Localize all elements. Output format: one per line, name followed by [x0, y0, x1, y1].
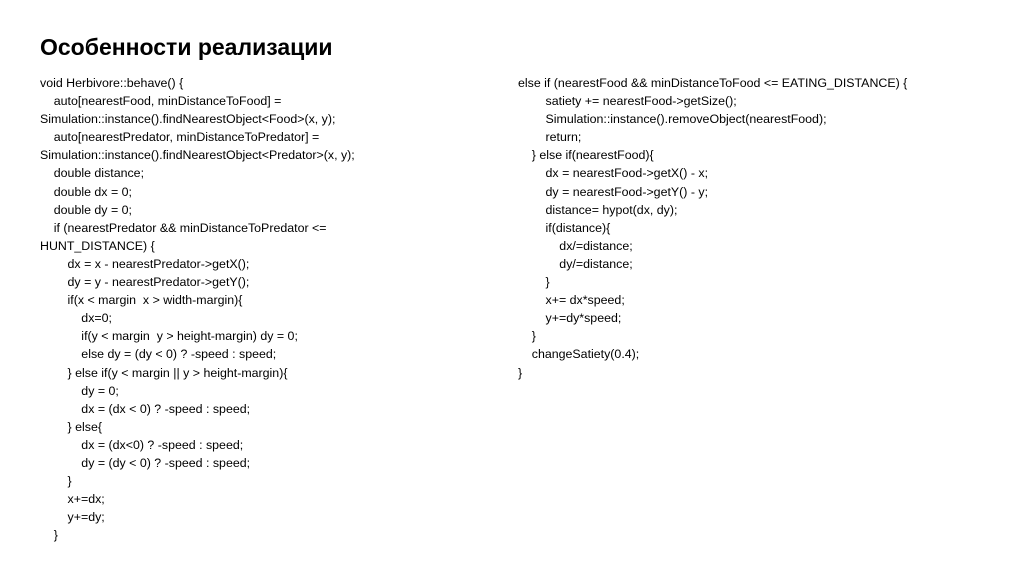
code-line: HUNT_DISTANCE) { — [40, 238, 155, 253]
code-line: dy = 0; — [40, 383, 119, 398]
code-line: } else{ — [40, 419, 102, 434]
code-line: double dx = 0; — [40, 184, 132, 199]
code-line: dx = nearestFood->getX() - x; — [518, 166, 709, 181]
code-line: auto[nearestFood, minDistanceToFood] = — [40, 94, 282, 109]
code-line: dx = x - nearestPredator->getX(); — [40, 256, 250, 271]
code-line: dx = (dx < 0) ? -speed : speed; — [40, 401, 251, 416]
code-line: if(y < margin y > height-margin) dy = 0; — [40, 329, 298, 344]
code-line: double distance; — [40, 166, 145, 181]
code-line: Simulation::instance().findNearestObject<Food>(x, y); — [40, 112, 336, 127]
code-line: if(distance){ — [518, 220, 611, 235]
code-line: else if (nearestFood && minDistanceToFood <= EATING_DISTANCE) { — [518, 76, 908, 90]
code-line: } else if(nearestFood){ — [518, 148, 654, 163]
code-line: if(x < margin x > width-margin){ — [40, 293, 243, 308]
code-line: double dy = 0; — [40, 202, 132, 217]
code-line: dy = (dy < 0) ? -speed : speed; — [40, 455, 251, 470]
code-column-right — [518, 74, 988, 382]
code-line: if (nearestPredator && minDistanceToPredator <= — [40, 220, 327, 235]
code-line: return; — [518, 130, 582, 145]
code-line: Simulation::instance().removeObject(nearestFood); — [518, 112, 827, 127]
slide-title: Особенности реализации — [40, 34, 333, 60]
code-column-left — [40, 74, 480, 544]
code-line: dx = (dx<0) ? -speed : speed; — [40, 437, 244, 452]
code-line: } — [40, 474, 72, 489]
code-line: dy = y - nearestPredator->getY(); — [40, 275, 250, 290]
code-line: satiety += nearestFood->getSize(); — [518, 94, 737, 109]
code-line: distance= hypot(dx, dy); — [518, 202, 678, 217]
code-line: x+= dx*speed; — [518, 293, 625, 308]
code-line: else dy = (dy < 0) ? -speed : speed; — [40, 347, 277, 362]
code-line: void Herbivore::behave() { — [40, 76, 184, 90]
code-line: } — [40, 528, 58, 543]
code-line: x+=dx; — [40, 492, 105, 507]
code-line: dy/=distance; — [518, 256, 633, 271]
code-line: y+=dy; — [40, 510, 105, 525]
code-line: dx/=distance; — [518, 238, 633, 253]
code-line: dy = nearestFood->getY() - y; — [518, 184, 709, 199]
code-line: } — [518, 275, 550, 290]
code-line: dx=0; — [40, 311, 112, 326]
code-line: changeSatiety(0.4); — [518, 347, 640, 362]
code-line: y+=dy*speed; — [518, 311, 622, 326]
code-line: } else if(y < margin || y > height-margin){ — [40, 365, 288, 380]
code-line: } — [518, 365, 523, 380]
code-line: auto[nearestPredator, minDistanceToPredator] = — [40, 130, 320, 145]
code-line: } — [518, 329, 536, 344]
code-line: Simulation::instance().findNearestObject<Predator>(x, y); — [40, 148, 355, 163]
